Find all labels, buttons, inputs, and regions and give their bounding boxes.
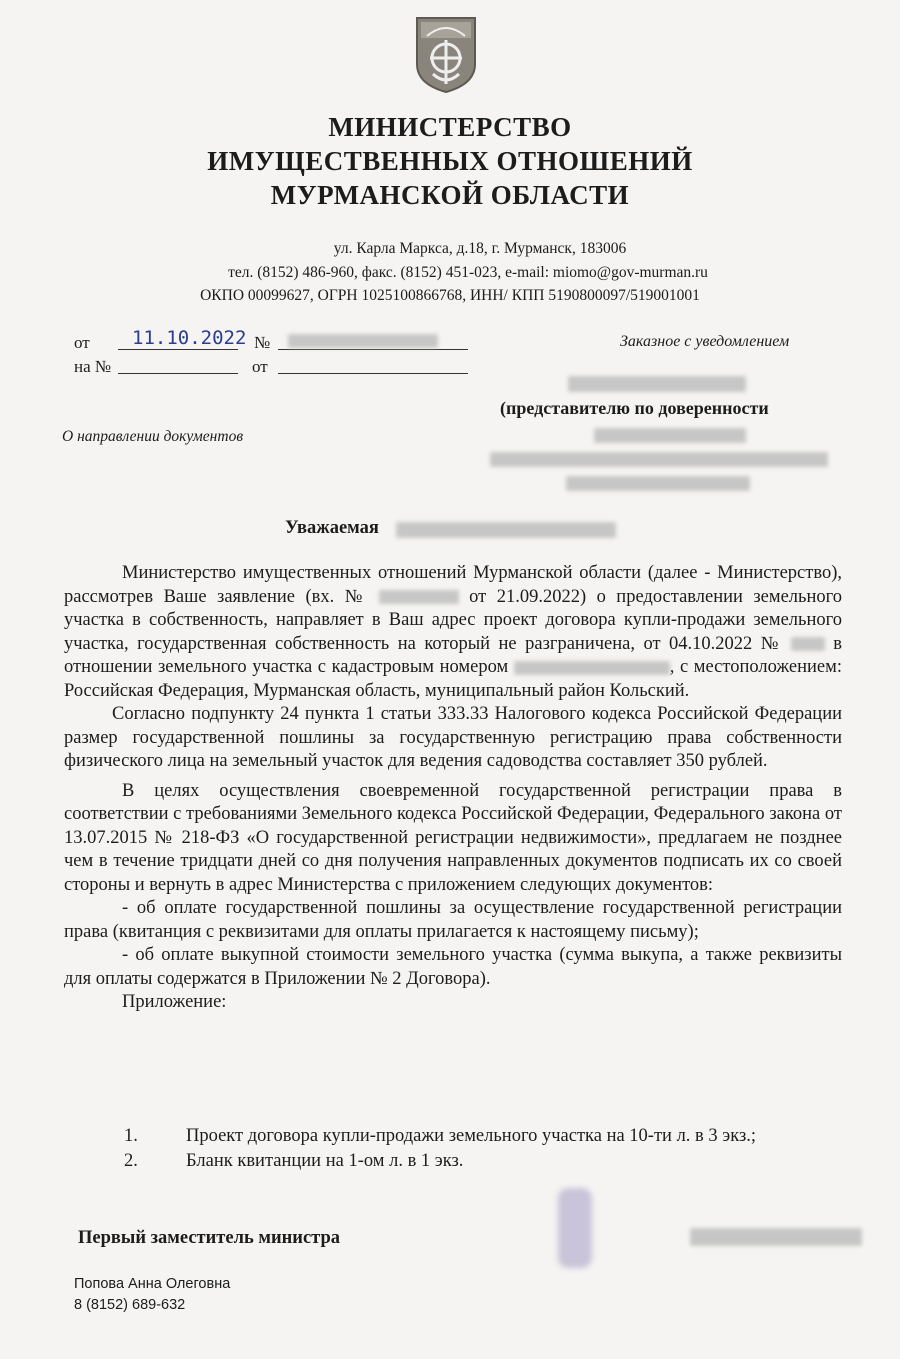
salutation: Уважаемая	[285, 518, 379, 538]
redacted-outgoing-number	[288, 334, 438, 348]
murmansk-coat-of-arms-icon	[413, 14, 479, 94]
paragraph-decision	[64, 562, 842, 703]
letter-body	[64, 562, 842, 1015]
redacted-cadastral-number	[514, 661, 670, 675]
attachment-text: Проект договора купли-продажи земельного участка на 10-ти л. в 3 экз.;	[186, 1126, 757, 1146]
redacted-signatory-name	[690, 1228, 862, 1246]
attachment-item	[124, 1151, 463, 1172]
executor-phone: 8 (8152) 689-632	[74, 1297, 186, 1313]
signatory-position: Первый заместитель министра	[78, 1228, 341, 1248]
redacted-signature	[558, 1188, 592, 1268]
from-label: от	[74, 333, 90, 352]
attachments-label: Приложение:	[122, 992, 227, 1012]
paragraph-decision-part4: , с местоположением: Российская Федерация, Мурманская область, муниципальный район Кольский.	[64, 657, 842, 701]
redacted-incoming-number	[379, 590, 459, 604]
attachment-text: Бланк квитанции на 1-ом л. в 1 экз.	[186, 1151, 464, 1171]
redacted-recipient-city	[566, 476, 750, 491]
attachment-number: 2.	[124, 1151, 138, 1171]
attachment-number: 1.	[124, 1126, 138, 1146]
ministry-contacts: тел. (8152) 486-960, факс. (8152) 451-023, e-mail: miomo@gov-murman.ru	[228, 264, 708, 281]
number-label: №	[254, 333, 271, 352]
ref-date-line	[278, 355, 468, 374]
ministry-codes: ОКПО 00099627, ОГРН 1025100866768, ИНН/ КПП 5190800097/519001001	[200, 287, 700, 304]
letter-subject: О направлении документов	[62, 428, 244, 445]
ministry-title-line1: МИНИСТЕРСТВО	[328, 112, 572, 142]
paragraph-fee: Согласно подпункту 24 пункта 1 статьи 333.33 Налогового кодекса Российской Федерации размер государственной пошлины за государственную регистрацию права собственности физического лица на земельный участок для ведения садоводства составляет 350 рублей.	[64, 704, 842, 771]
paragraph-registration: В целях осуществления своевременной государственной регистрации права в соответствии с требованиями Земельного кодекса Российской Федерации, Федерального закона от 13.07.2015 № 218-ФЗ «О государственной регистрации недвижимости», предлагаем не позднее чем в течение тридцати дней со дня получения направленных документов подписать их со своей стороны и вернуть в адрес Министерства с приложением следующих документов:	[64, 780, 842, 895]
redacted-addressee-name	[396, 522, 616, 538]
redacted-recipient-address	[490, 452, 828, 467]
paragraph-decision-part3: в отношении земельного участка с кадастровым номером	[64, 633, 842, 677]
paragraph-decision-part2: от 21.09.2022) о предоставлении земельного участка в собственность, направляет в Ваш адрес проект договора купли-продажи земельного участка, государственная собственность на который не разграничена, от 04.10.2022 №	[64, 586, 843, 654]
recipient-representative: (представителю по доверенности	[500, 398, 769, 418]
paragraph-decision-part1: Министерство имущественных отношений Мурманской области (далее - Министерство), рассмотрев Ваше заявление (вх. №	[64, 563, 842, 607]
outgoing-date: 11.10.2022	[132, 327, 247, 349]
attachment-item	[124, 1126, 756, 1147]
paragraph-duty-payment: - об оплате государственной пошлины за осуществление государственной регистрации права (квитанция с реквизитами для оплаты прилагается к настоящему письму);	[64, 898, 842, 942]
redacted-contract-number	[791, 637, 825, 651]
mail-type: Заказное с уведомлением	[620, 333, 790, 350]
redacted-recipient-name	[568, 376, 746, 392]
ministry-title-line2: ИМУЩЕСТВЕННЫХ ОТНОШЕНИЙ	[207, 146, 693, 176]
ref-number-line	[118, 355, 238, 374]
ministry-address: ул. Карла Маркса, д.18, г. Мурманск, 183006	[333, 240, 627, 257]
ministry-title-line3: МУРМАНСКОЙ ОБЛАСТИ	[270, 180, 630, 210]
ref-from-label: от	[252, 357, 268, 376]
paragraph-purchase-payment: - об оплате выкупной стоимости земельного участка (сумма выкупа, а также реквизиты для оплаты содержатся в Приложении № 2 Договора).	[64, 945, 842, 989]
executor-name: Попова Анна Олеговна	[74, 1276, 231, 1292]
ref-label: на №	[74, 357, 112, 376]
redacted-recipient-line2	[594, 428, 746, 443]
